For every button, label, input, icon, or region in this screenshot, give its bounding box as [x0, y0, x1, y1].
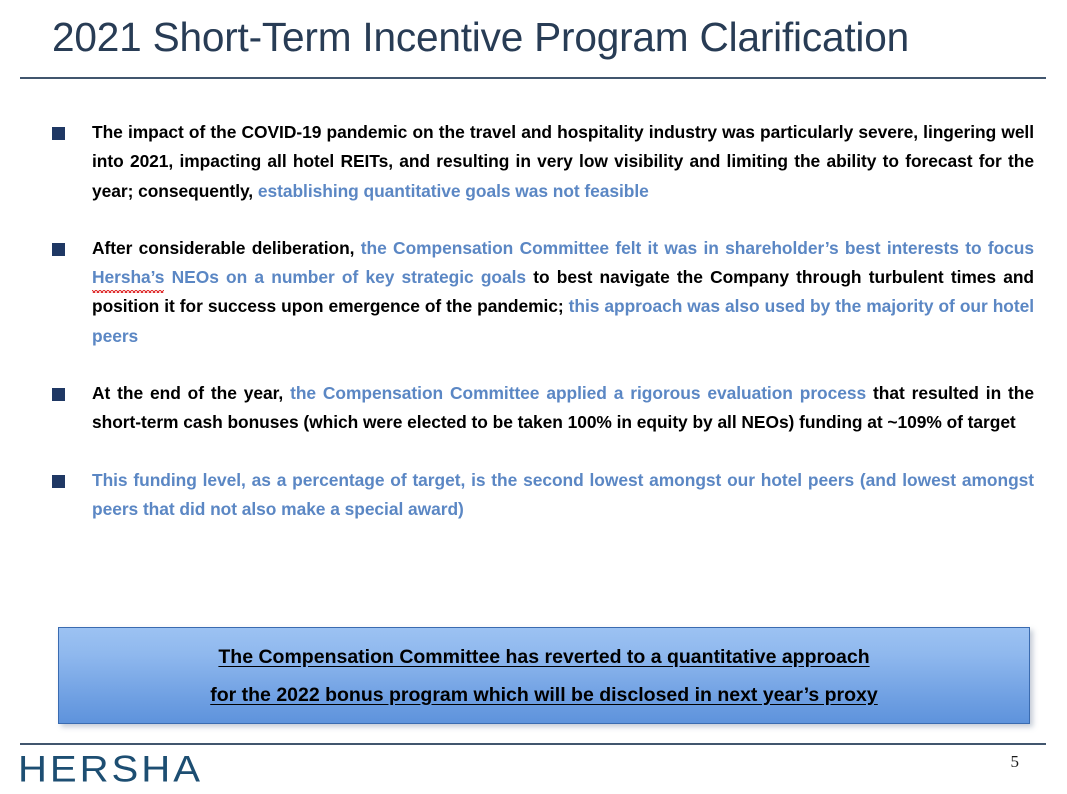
- bullet-deliberation: [0, 234, 1067, 351]
- text-run: the Compensation Committee applied a rigorous evaluation process: [290, 383, 867, 404]
- text-run: The impact of the COVID-19 pandemic on the travel and hospitality industry was particularly severe, lingering well into 2021, impacting all hotel REITs, and resulting in very low visibility and limiting the ability to forecast for the year; consequently,: [92, 122, 1034, 201]
- bullet-year-end: [0, 379, 1067, 438]
- text-run: the Compensation Committee felt it was in shareholder’s best interests to focus: [360, 237, 1034, 258]
- bullet-paragraph: [92, 118, 1034, 206]
- text-run: After considerable deliberation,: [92, 237, 361, 258]
- text-run: At the end of the year,: [92, 383, 291, 404]
- hersha-logo: HERSHA: [18, 749, 203, 791]
- bullet-paragraph: [92, 234, 1034, 351]
- bullet-square-icon: [52, 127, 65, 140]
- bullet-paragraph: [92, 379, 1034, 438]
- bullet-paragraph: [92, 466, 1034, 525]
- bullet-list: [0, 118, 1067, 552]
- callout-line-2: for the 2022 bonus program which will be disclosed in next year’s proxy: [210, 683, 878, 706]
- callout-box: [58, 627, 1030, 724]
- title-divider: [20, 77, 1046, 79]
- bullet-square-icon: [52, 243, 65, 256]
- bullet-funding-level: [0, 466, 1067, 525]
- text-run: NEOs on a number of key strategic goals: [164, 267, 526, 288]
- page-title: 2021 Short-Term Incentive Program Clarification: [52, 14, 909, 60]
- callout-line-1: The Compensation Committee has reverted to a quantitative approach: [218, 645, 870, 668]
- text-run: to best navigate the Company through turbulent times and position it for success upon emergence of the pandemic;: [92, 267, 1034, 317]
- text-run: establishing quantitative goals was not feasible: [257, 180, 649, 201]
- bullet-square-icon: [52, 388, 65, 401]
- text-run: that resulted in the short-term cash bonuses (which were elected to be taken 100% in equity by all NEOs) funding at ~109% of target: [92, 383, 1034, 433]
- misspelled-word: Hersha’s: [92, 263, 164, 292]
- footer-divider: [20, 743, 1046, 745]
- bullet-covid-impact: [0, 118, 1067, 206]
- page-number: 5: [1010, 752, 1019, 771]
- bullet-square-icon: [52, 475, 65, 488]
- text-run: this approach was also used by the majority of our hotel peers: [92, 296, 1034, 346]
- text-run: This funding level, as a percentage of target, is the second lowest amongst our hotel peers (and lowest amongst peers that did not also make a special award): [92, 469, 1034, 519]
